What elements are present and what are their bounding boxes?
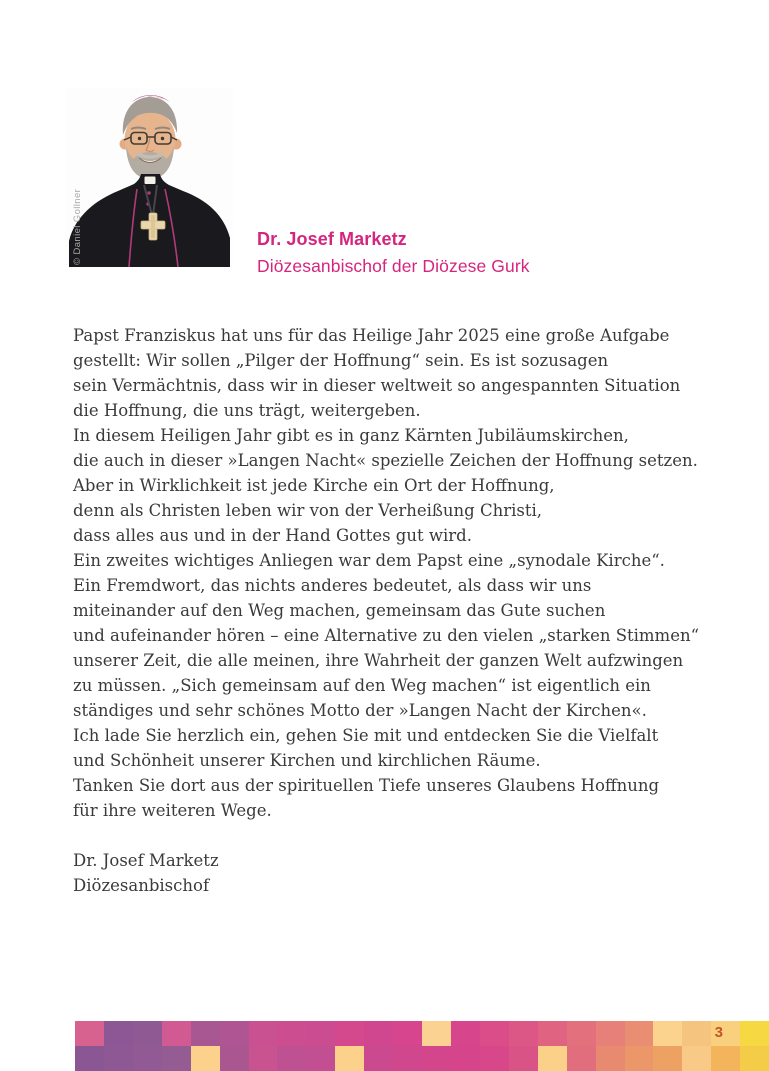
mosaic-tile [75,1021,104,1046]
mosaic-tile [682,1046,711,1071]
body-line: miteinander auf den Weg machen, gemeinsam das Gute suchen [73,601,606,620]
body-line: und Schönheit unserer Kirchen und kirchlichen Räume. [73,751,541,770]
mosaic-tile [162,1021,191,1046]
mosaic-tile [422,1021,451,1046]
mosaic-tile [191,1021,220,1046]
page-number: 3 [714,1024,723,1041]
mosaic-row [75,1046,769,1071]
body-line: zu müssen. „Sich gemeinsam auf den Weg machen“ ist eigentlich ein [73,676,651,695]
body-line: denn als Christen leben wir von der Verheißung Christi, [73,501,543,520]
body-line: dass alles aus und in der Hand Gottes gut wird. [73,526,472,545]
mosaic-tile [480,1046,509,1071]
body-line: Aber in Wirklichkeit ist jede Kirche ein Ort der Hoffnung, [73,476,555,495]
body-line: für ihre weiteren Wege. [73,801,272,820]
mosaic-tile [277,1021,306,1046]
mosaic-tile [133,1021,162,1046]
body-line: Papst Franziskus hat uns für das Heilige Jahr 2025 eine große Aufgabe [73,326,670,345]
mosaic-tile [306,1021,335,1046]
mosaic-tile [567,1021,596,1046]
mosaic-tile [306,1046,335,1071]
mosaic-tile [509,1021,538,1046]
mosaic-tile [104,1046,133,1071]
mosaic-tile [451,1046,480,1071]
mosaic-tile [596,1046,625,1071]
mosaic-tile [740,1046,769,1071]
mosaic-tile [75,1046,104,1071]
body-line: Tanken Sie dort aus der spirituellen Tiefe unseres Glaubens Hoffnung [73,776,660,795]
mosaic-tile [653,1046,682,1071]
body-line: die Hoffnung, die uns trägt, weitergeben. [73,401,421,420]
mosaic-tile [277,1046,306,1071]
author-role: Diözesanbischof der Diözese Gurk [257,256,530,276]
body-line: Ein Fremdwort, das nichts anderes bedeutet, als dass wir uns [73,576,592,595]
mosaic-tile [249,1046,278,1071]
mosaic-tile [596,1021,625,1046]
mosaic-tile [711,1046,740,1071]
mosaic-tile [422,1046,451,1071]
mosaic-tile [220,1046,249,1071]
mosaic-tile [682,1021,711,1046]
body-line: die auch in dieser »Langen Nacht« spezielle Zeichen der Hoffnung setzen. [73,451,698,470]
mosaic-tile [133,1046,162,1071]
body-line: ständiges und sehr schönes Motto der »Langen Nacht der Kirchen«. [73,701,647,720]
bishop-photo [66,88,233,267]
mosaic-tile [220,1021,249,1046]
mosaic-tile [364,1046,393,1071]
mosaic-tile [451,1021,480,1046]
mosaic-tile [538,1046,567,1071]
body-line: Ich lade Sie herzlich ein, gehen Sie mit und entdecken Sie die Vielfalt [73,726,659,745]
body-line: In diesem Heiligen Jahr gibt es in ganz Kärnten Jubiläumskirchen, [73,426,629,445]
mosaic-tile [567,1046,596,1071]
author-name: Dr. Josef Marketz [257,229,407,249]
mosaic-tile [335,1046,364,1071]
mosaic-tile [335,1021,364,1046]
body-line: sein Vermächtnis, dass wir in dieser weltweit so angespannten Situation [73,376,681,395]
mosaic-tile [653,1021,682,1046]
mosaic-tile [480,1021,509,1046]
mosaic-tile [625,1046,654,1071]
footer-mosaic [75,1021,769,1071]
signature-block [73,848,219,898]
letter-body [73,323,699,823]
mosaic-tile [249,1021,278,1046]
mosaic-tile [364,1021,393,1046]
body-line: unserer Zeit, die alle meinen, ihre Wahrheit der ganzen Welt aufzwingen [73,651,684,670]
photo-credit: © Daniel Gollner [72,188,83,265]
mosaic-tile [393,1046,422,1071]
bishop-portrait-illustration [66,88,233,267]
body-line: und aufeinander hören – eine Alternative zu den vielen „starken Stimmen“ [73,626,700,645]
author-block [257,226,530,280]
mosaic-tile [191,1046,220,1071]
mosaic-tile [740,1021,769,1046]
body-line: Ein zweites wichtiges Anliegen war dem Papst eine „synodale Kirche“. [73,551,665,570]
signature-line: Dr. Josef Marketz [73,851,219,870]
mosaic-row [75,1021,769,1046]
mosaic-tile [538,1021,567,1046]
mosaic-tile [625,1021,654,1046]
mosaic-tile [509,1046,538,1071]
mosaic-tile [104,1021,133,1046]
signature-line: Diözesanbischof [73,876,210,895]
mosaic-tile [162,1046,191,1071]
body-line: gestellt: Wir sollen „Pilger der Hoffnung“ sein. Es ist sozusagen [73,351,609,370]
mosaic-tile [393,1021,422,1046]
